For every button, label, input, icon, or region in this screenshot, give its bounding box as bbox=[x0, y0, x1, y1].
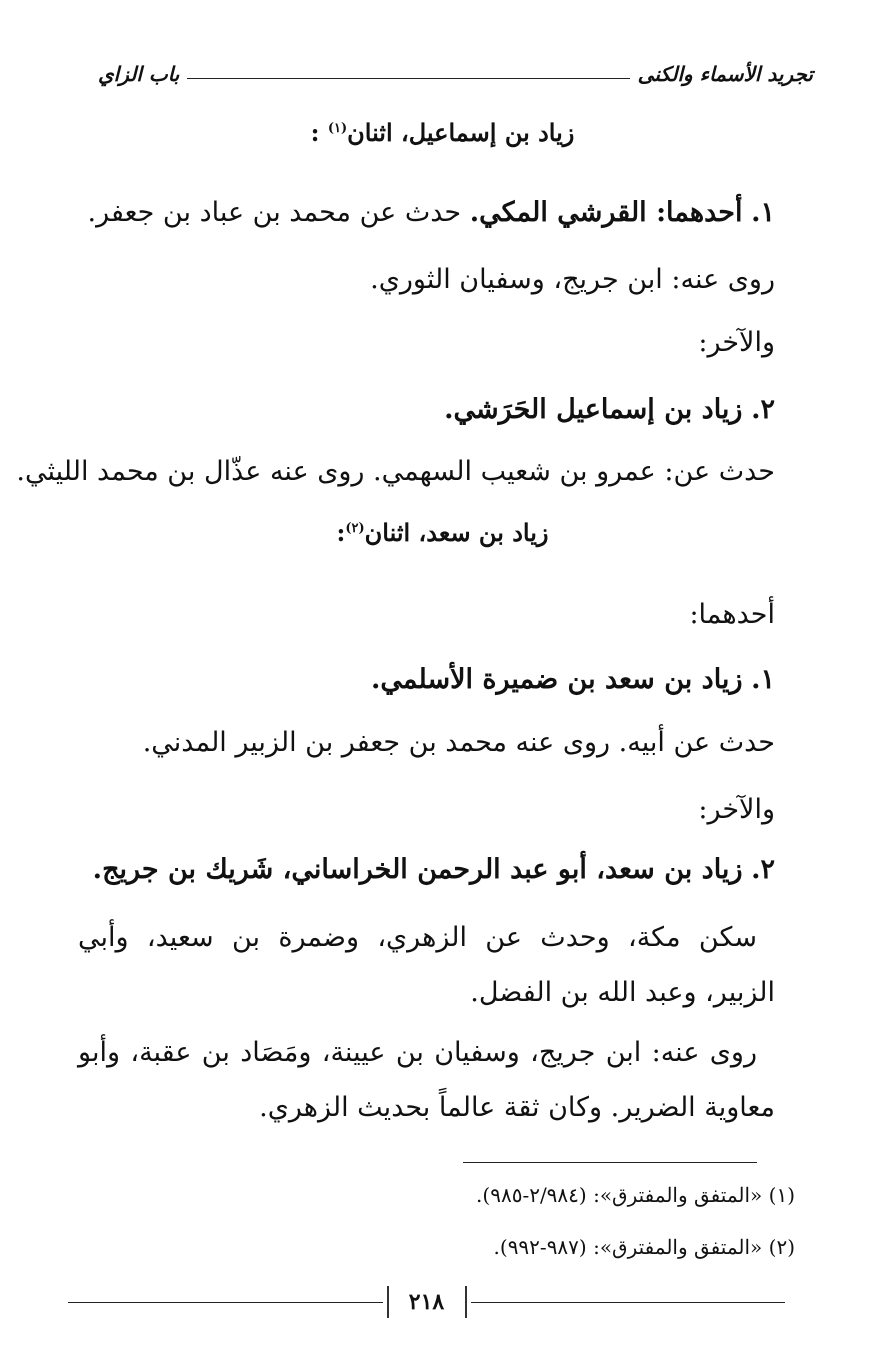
entry-line bbox=[87, 193, 775, 233]
entry-name: زياد بن إسماعيل الحَرَشي. bbox=[444, 394, 743, 425]
heading-colon: : bbox=[310, 118, 320, 147]
entry-line bbox=[371, 660, 775, 700]
entry-name: زياد بن سعد بن ضميرة الأسلمي. bbox=[371, 664, 743, 695]
paragraph bbox=[78, 910, 775, 1020]
footer-rule-left bbox=[68, 1302, 383, 1303]
footnote-marker: (١) bbox=[327, 121, 348, 136]
entry-text: حدث عن محمد بن عباد بن جعفر. bbox=[87, 197, 462, 228]
footnote-marker: (٢) bbox=[345, 521, 365, 536]
other-label: والآخر: bbox=[698, 327, 775, 358]
entry-number: ٢. bbox=[751, 394, 775, 425]
page-number: ٢١٨ bbox=[387, 1286, 467, 1318]
entry-number: ١. bbox=[751, 197, 775, 228]
paragraph-text: روى عنه: ابن جريج، وسفيان بن عيينة، ومَصَاد بن عقبة، وأبو معاوية الضرير. وكان ثقة عالماً بحديث الزهري. bbox=[78, 1037, 775, 1123]
entry-line bbox=[444, 390, 775, 430]
page-footer bbox=[68, 1282, 785, 1322]
entry-text: حدث عن: عمرو بن شعيب السهمي. روى عنه عذّال بن محمد الليثي. bbox=[16, 456, 775, 487]
running-header bbox=[98, 58, 813, 90]
paragraph-text: سكن مكة، وحدث عن الزهري، وضمرة بن سعيد، وأبي الزبير، وعبد الله بن الفضل. bbox=[78, 922, 775, 1008]
footer-rule-right bbox=[471, 1302, 786, 1303]
section-heading-ziyad-ibn-saad bbox=[0, 513, 885, 553]
heading-colon: : bbox=[336, 518, 346, 547]
first-label: أحدهما: bbox=[689, 599, 775, 630]
header-rule bbox=[187, 78, 629, 79]
header-book-title: تجريد الأسماء والكنى bbox=[637, 62, 813, 86]
paragraph bbox=[78, 1025, 775, 1135]
footnote-separator bbox=[463, 1162, 757, 1163]
footnote-1: (١) «المتفق والمفترق»: (٢/٩٨٤-٩٨٥). bbox=[476, 1183, 795, 1207]
entry-name: زياد بن سعد، أبو عبد الرحمن الخراساني، شَريك بن جريج. bbox=[92, 854, 743, 885]
entry-number: ٢. bbox=[751, 854, 775, 885]
entry-number: ١. bbox=[751, 664, 775, 695]
other-label: والآخر: bbox=[698, 794, 775, 825]
entry-line bbox=[93, 850, 775, 890]
narrators-line: روى عنه: ابن جريج، وسفيان الثوري. bbox=[370, 264, 775, 295]
entry-text: حدث عن أبيه. روى عنه محمد بن جعفر بن الزبير المدني. bbox=[142, 727, 775, 758]
footnote-2: (٢) «المتفق والمفترق»: (٩٨٧-٩٩٢). bbox=[493, 1235, 795, 1259]
header-chapter-title: باب الزاي bbox=[98, 62, 180, 86]
section-heading-text: زياد بن سعد، اثنان bbox=[364, 518, 549, 547]
entry-name: أحدهما: القرشي المكي. bbox=[469, 197, 743, 228]
section-heading-ziyad-ibn-ismail bbox=[0, 113, 885, 153]
section-heading-text: زياد بن إسماعيل، اثنان bbox=[347, 118, 575, 147]
